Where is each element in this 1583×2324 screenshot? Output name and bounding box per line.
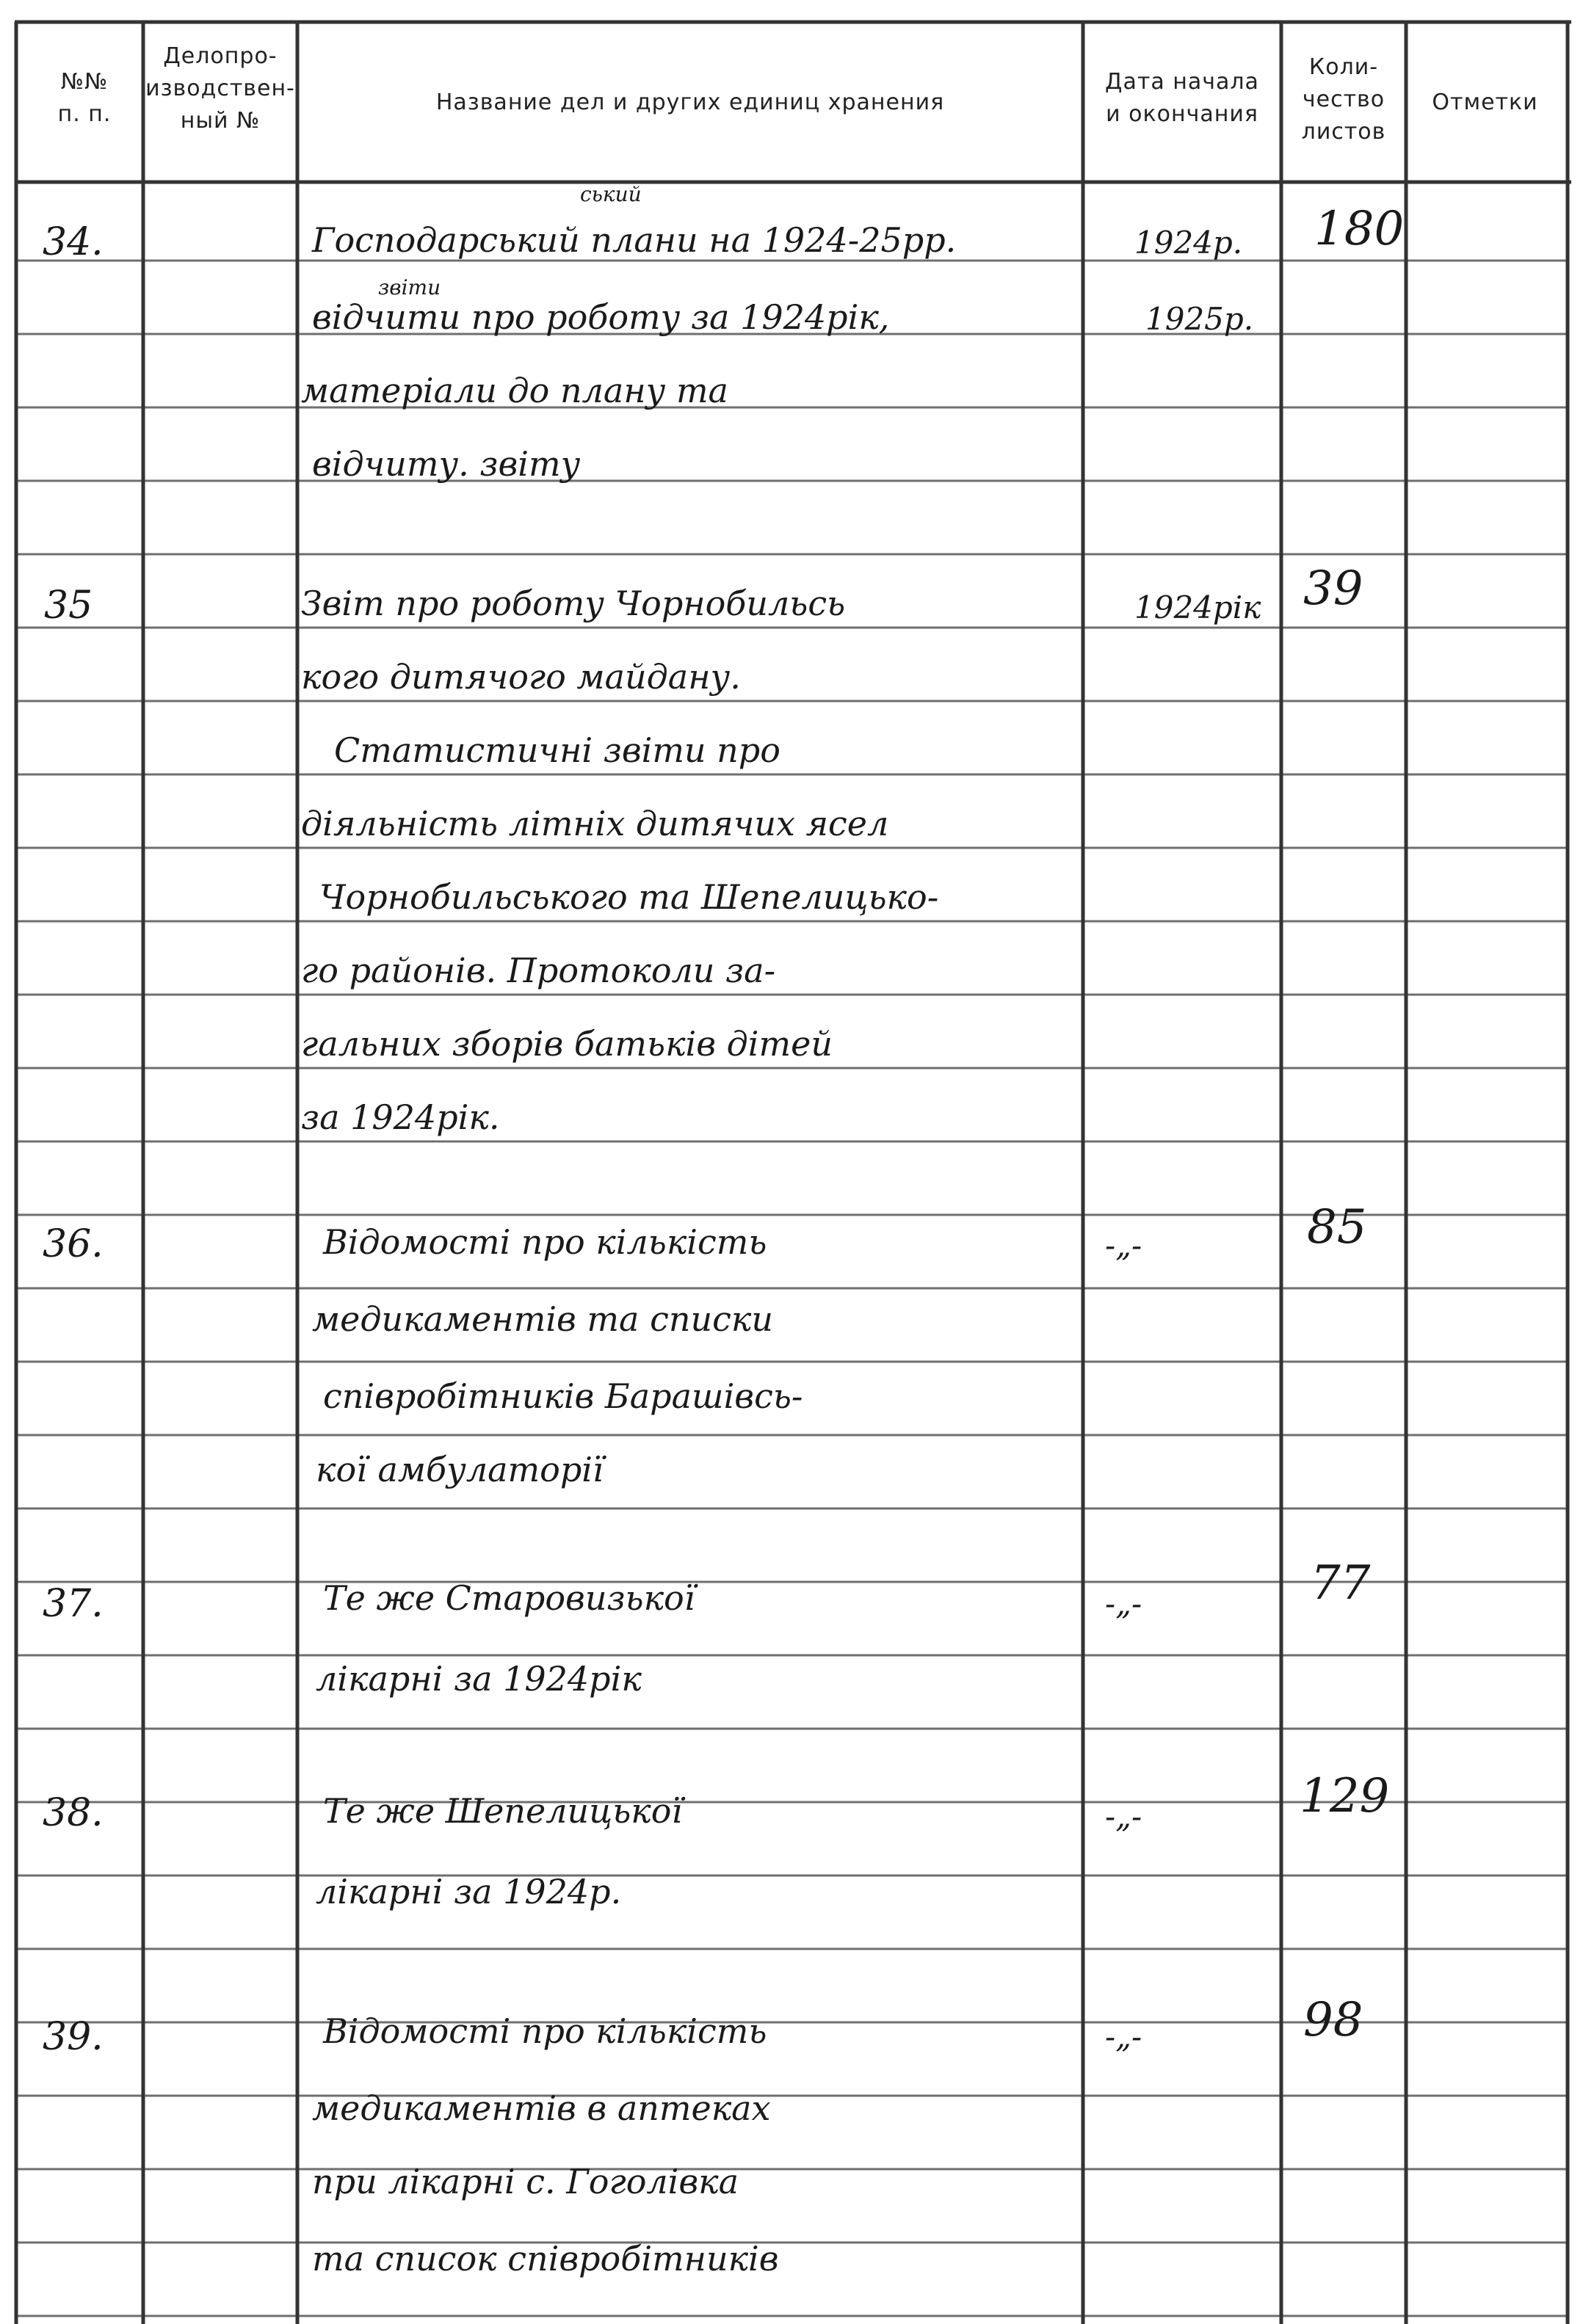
entry-sheet-count: 77 [1311, 1556, 1371, 1611]
entry-number: 36. [43, 1222, 104, 1266]
entry-date: -„- [1105, 2019, 1142, 2055]
entry-sheet-count: 98 [1303, 1993, 1363, 2047]
header-notes: Отметки [1432, 90, 1538, 115]
header-title: Название дел и других единиц хранения [435, 90, 945, 115]
entry-line: Господарський плани на 1924-25рр. [312, 220, 957, 260]
entry-number: 39. [43, 2015, 104, 2059]
entry-line: відчиту. звіту [312, 444, 581, 484]
entry-line: лікарні за 1924рік [316, 1659, 642, 1699]
header-sheet-count: Коли- чество листов [1301, 54, 1386, 145]
entry-date: -„- [1105, 1586, 1142, 1622]
header-number: №№ п. п. [57, 69, 112, 127]
entry-insertion-below: звіти [378, 275, 441, 299]
entry-line: гальних зборів батьків дітей [301, 1024, 833, 1064]
entry-sheet-count: 39 [1303, 562, 1363, 616]
entry-date: 1925р. [1145, 301, 1254, 337]
entry-line: Відомості про кількість [323, 2011, 767, 2051]
entry-line: діяльність літніх дитячих ясел [301, 804, 889, 843]
entry-line: Статистичні звіти про [334, 730, 780, 770]
entry-number: 34. [43, 220, 104, 264]
entry-line: Те же Старовизької [323, 1578, 695, 1618]
entry-number: 37. [43, 1582, 104, 1626]
entry-date: 1924р. [1134, 225, 1243, 261]
header-office-number: Делопро- изводствен- ный № [145, 43, 295, 134]
entry-sheet-count: 85 [1307, 1200, 1367, 1254]
entry-line: за 1924рік. [301, 1097, 500, 1137]
entry-number: 38. [43, 1791, 104, 1835]
entry-line: Чорнобильського та Шепелицько- [319, 877, 939, 917]
entry-line: матеріали до плану та [301, 371, 728, 410]
entry-date: 1924рік [1134, 589, 1261, 625]
entry-line: кого дитячого майдану. [301, 657, 741, 697]
entry-line: при лікарні с. Гоголівка [312, 2162, 739, 2201]
entry-date: -„- [1105, 1227, 1142, 1263]
header-dates: Дата начала и окончания [1105, 69, 1259, 127]
entry-insertion-above: ський [580, 182, 642, 206]
entry-line: та список співробітників [312, 2239, 779, 2278]
entry-line: співробітників Барашівсь- [323, 1376, 803, 1416]
entry-line: Звіт про роботу Чорнобильсь [301, 584, 846, 623]
entry-line: Відомості про кількість [323, 1222, 767, 1262]
entry-date: -„- [1105, 1798, 1142, 1834]
entry-line: лікарні за 1924р. [316, 1872, 622, 1911]
entry-sheet-count: 129 [1300, 1769, 1390, 1823]
entry-line: відчити про роботу за 1924рік, [312, 297, 890, 337]
entry-line: медикаментів в аптеках [312, 2088, 771, 2128]
entry-number: 35 [44, 584, 93, 628]
entry-line: медикаментів та списки [312, 1299, 773, 1339]
entry-line: Те же Шепелицької [323, 1791, 683, 1831]
entry-line: кої амбулаторії [316, 1450, 604, 1489]
entry-sheet-count: 180 [1314, 202, 1405, 256]
entry-line: го районів. Протоколи за- [301, 951, 776, 990]
